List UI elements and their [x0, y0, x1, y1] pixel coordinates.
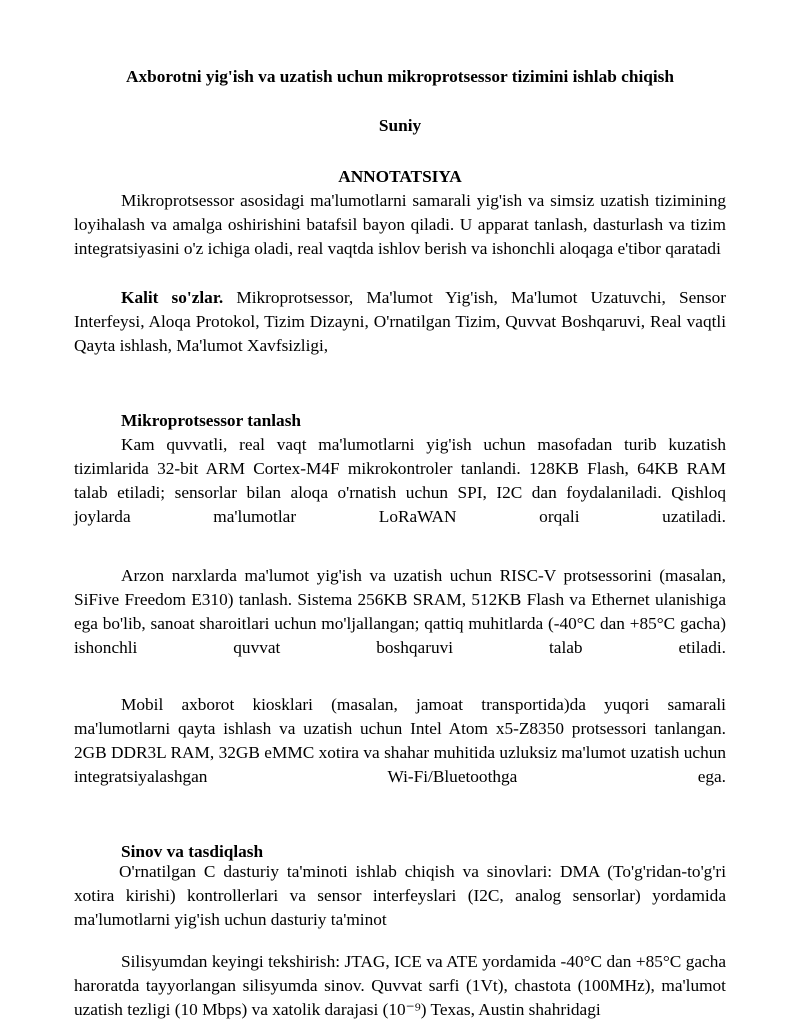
document-title: Axborotni yig'ish va uzatish uchun mikroprotsessor tizimini ishlab chiqish — [125, 67, 674, 86]
author-name: Suniy — [378, 116, 422, 135]
annotation-heading: ANNOTATSIYA — [338, 167, 462, 186]
section1-paragraph-2: Arzon narxlarda ma'lumot yig'ish va uzatish uchun RISC-V protsessorini (masalan, SiFive Freedom E310) tanlash. Sistema 256KB SRAM, 512KB Flash va Ethernet ulanishiga ega bo'lib, sanoat sharoitlari uchun mo'ljallangan; qattiq muhitlarda (-40°C dan +85°C gacha) ishonchli quvvat boshqaruvi talab etiladi. — [74, 566, 726, 657]
section-heading-processor-selection: Mikroprotsessor tanlash — [121, 411, 302, 430]
section1-paragraph-1: Kam quvvatli, real vaqt ma'lumotlarni yig'ish uchun masofadan turib kuzatish tizimlarida 32-bit ARM Cortex-M4F mikrokontroler tanlandi. 128KB Flash, 64KB RAM talab etiladi; sensorlar bilan aloqa o'rnatish uchun SPI, I2C dan foydalaniladi. Qishloq joylarda ma'lumotlar LoRaWAN orqali uzatiladi. — [74, 435, 726, 526]
keywords-paragraph — [74, 286, 726, 358]
section1-paragraph-3: Mobil axborot kiosklari (masalan, jamoat transportida)da yuqori samarali ma'lumotlarni qayta ishlash va uzatish uchun Intel Atom x5-Z8350 protsessori tanlangan. 2GB DDR3L RAM, 32GB eMMC xotira va shahar muhitida uzluksiz ma'lumot uzatish uchun integratsiyalashgan Wi-Fi/Bluetoothga ega. — [74, 695, 726, 786]
section2-paragraph-1: O'rnatilgan C dasturiy ta'minoti ishlab chiqish va sinovlari: DMA (To'g'ridan-to'g'ri xotira kirishi) kontrollerlari va sensor interfeyslari (I2C, analog sensorlar) yordamida ma'lumotlarni yig'ish uchun dasturiy ta'minot — [74, 862, 726, 929]
keywords-label: Kalit so'zlar. — [121, 288, 224, 307]
section-heading-testing: Sinov va tasdiqlash — [121, 842, 264, 861]
section2-paragraph-2: Silisyumdan keyingi tekshirish: JTAG, ICE va ATE yordamida -40°C dan +85°C gacha haroratda tayyorlangan silisyumda sinov. Quvvat sarfi (1Vt), chastota (100MHz), ma'lumot uzatish tezligi (10 Mbps) va xatolik darajasi (10⁻⁹) Texas, Austin shahridagi — [74, 952, 726, 1019]
keywords-text: Mikroprotsessor, Ma'lumot Yig'ish, Ma'lumot Uzatuvchi, Sensor Interfeysi, Aloqa Protokol, Tizim Dizayni, O'rnatilgan Tizim, Quvvat Boshqaruvi, Real vaqtli Qayta ishlash, Ma'lumot Xavfsizligi, — [74, 288, 726, 355]
annotation-paragraph: Mikroprotsessor asosidagi ma'lumotlarni samarali yig'ish va simsiz uzatish tizimining loyihalash va amalga oshirishini batafsil bayon qiladi. U apparat tanlash, dasturlash va tizim integratsiyasini o'z ichiga oladi, real vaqtda ishlov berish va ishonchli aloqaga e'tibor qaratadi — [74, 191, 726, 258]
